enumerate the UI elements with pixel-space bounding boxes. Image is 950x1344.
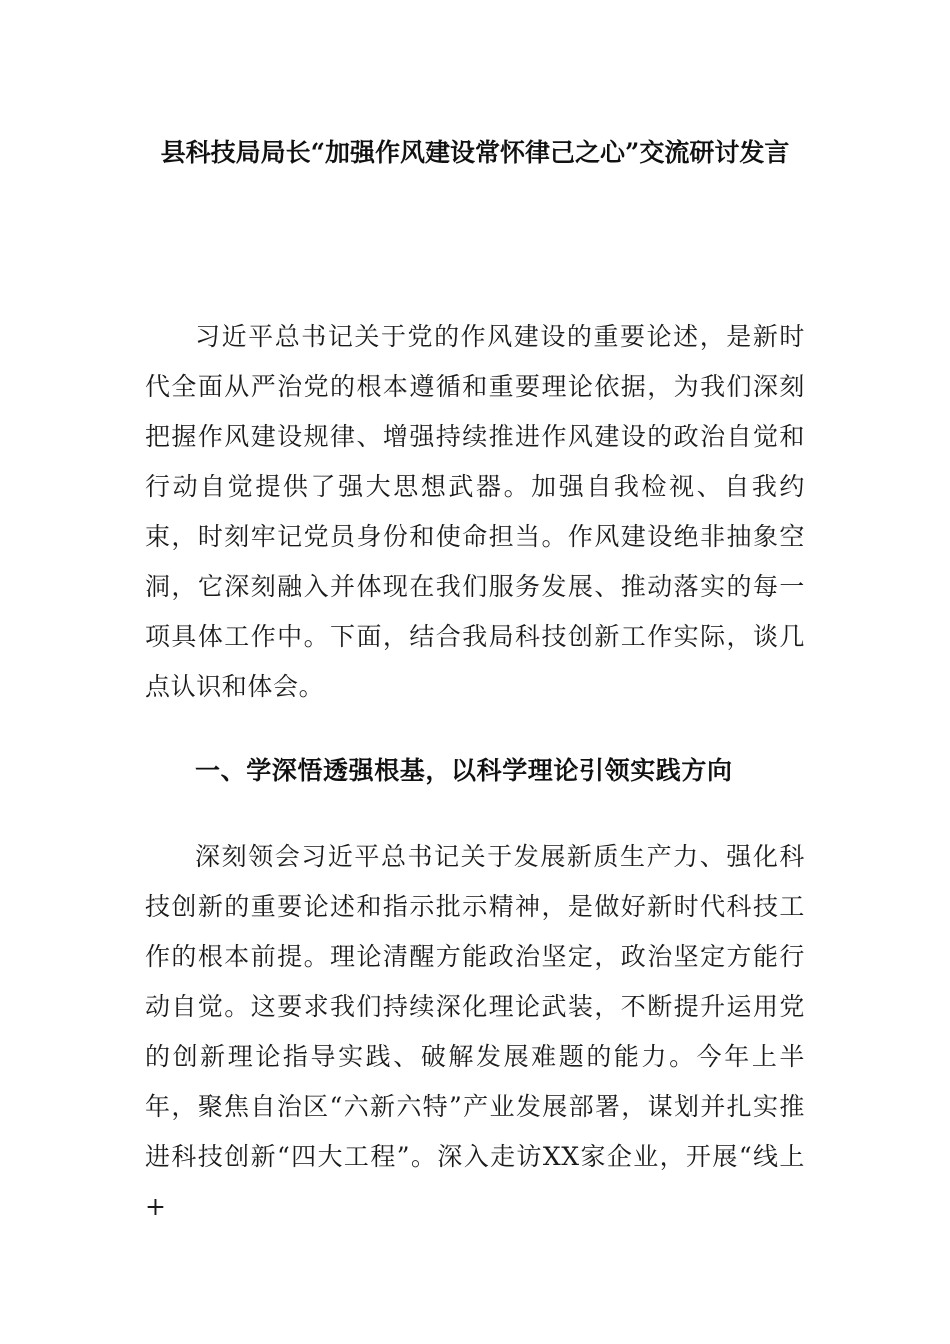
section-heading: 一、学深悟透强根基，以科学理论引领实践方向 xyxy=(195,756,733,785)
intro-paragraph: 习近平总书记关于党的作风建设的重要论述，是新时代全面从严治党的根本遵循和重要理论依据，为我们深刻把握作风建设规律、增强持续推进作风建设的政治自觉和行动自觉提供了强大思想武器。加强自我检视、自我约束，时刻牢记党员身份和使命担当。作风建设绝非抽象空洞，它深刻融入并体现在我们服务发展、推动落实的每一项具体工作中。下面，结合我局科技创新工作实际，谈几点认识和体会。 xyxy=(145,322,805,701)
section-paragraph: 深刻领会习近平总书记关于发展新质生产力、强化科技创新的重要论述和指示批示精神，是做好新时代科技工作的根本前提。理论清醒方能政治坚定，政治坚定方能行动自觉。这要求我们持续深化理论武装，不断提升运用党的创新理论指导实践、破解发展难题的能力。今年上半年，聚焦自治区“六新六特”产业发展部署，谋划并扎实推进科技创新“四大工程”。深入走访XX家企业，开展“线上+ xyxy=(145,842,805,1221)
document-title: 县科技局局长“加强作风建设常怀律己之心”交流研讨发言 xyxy=(160,138,790,167)
